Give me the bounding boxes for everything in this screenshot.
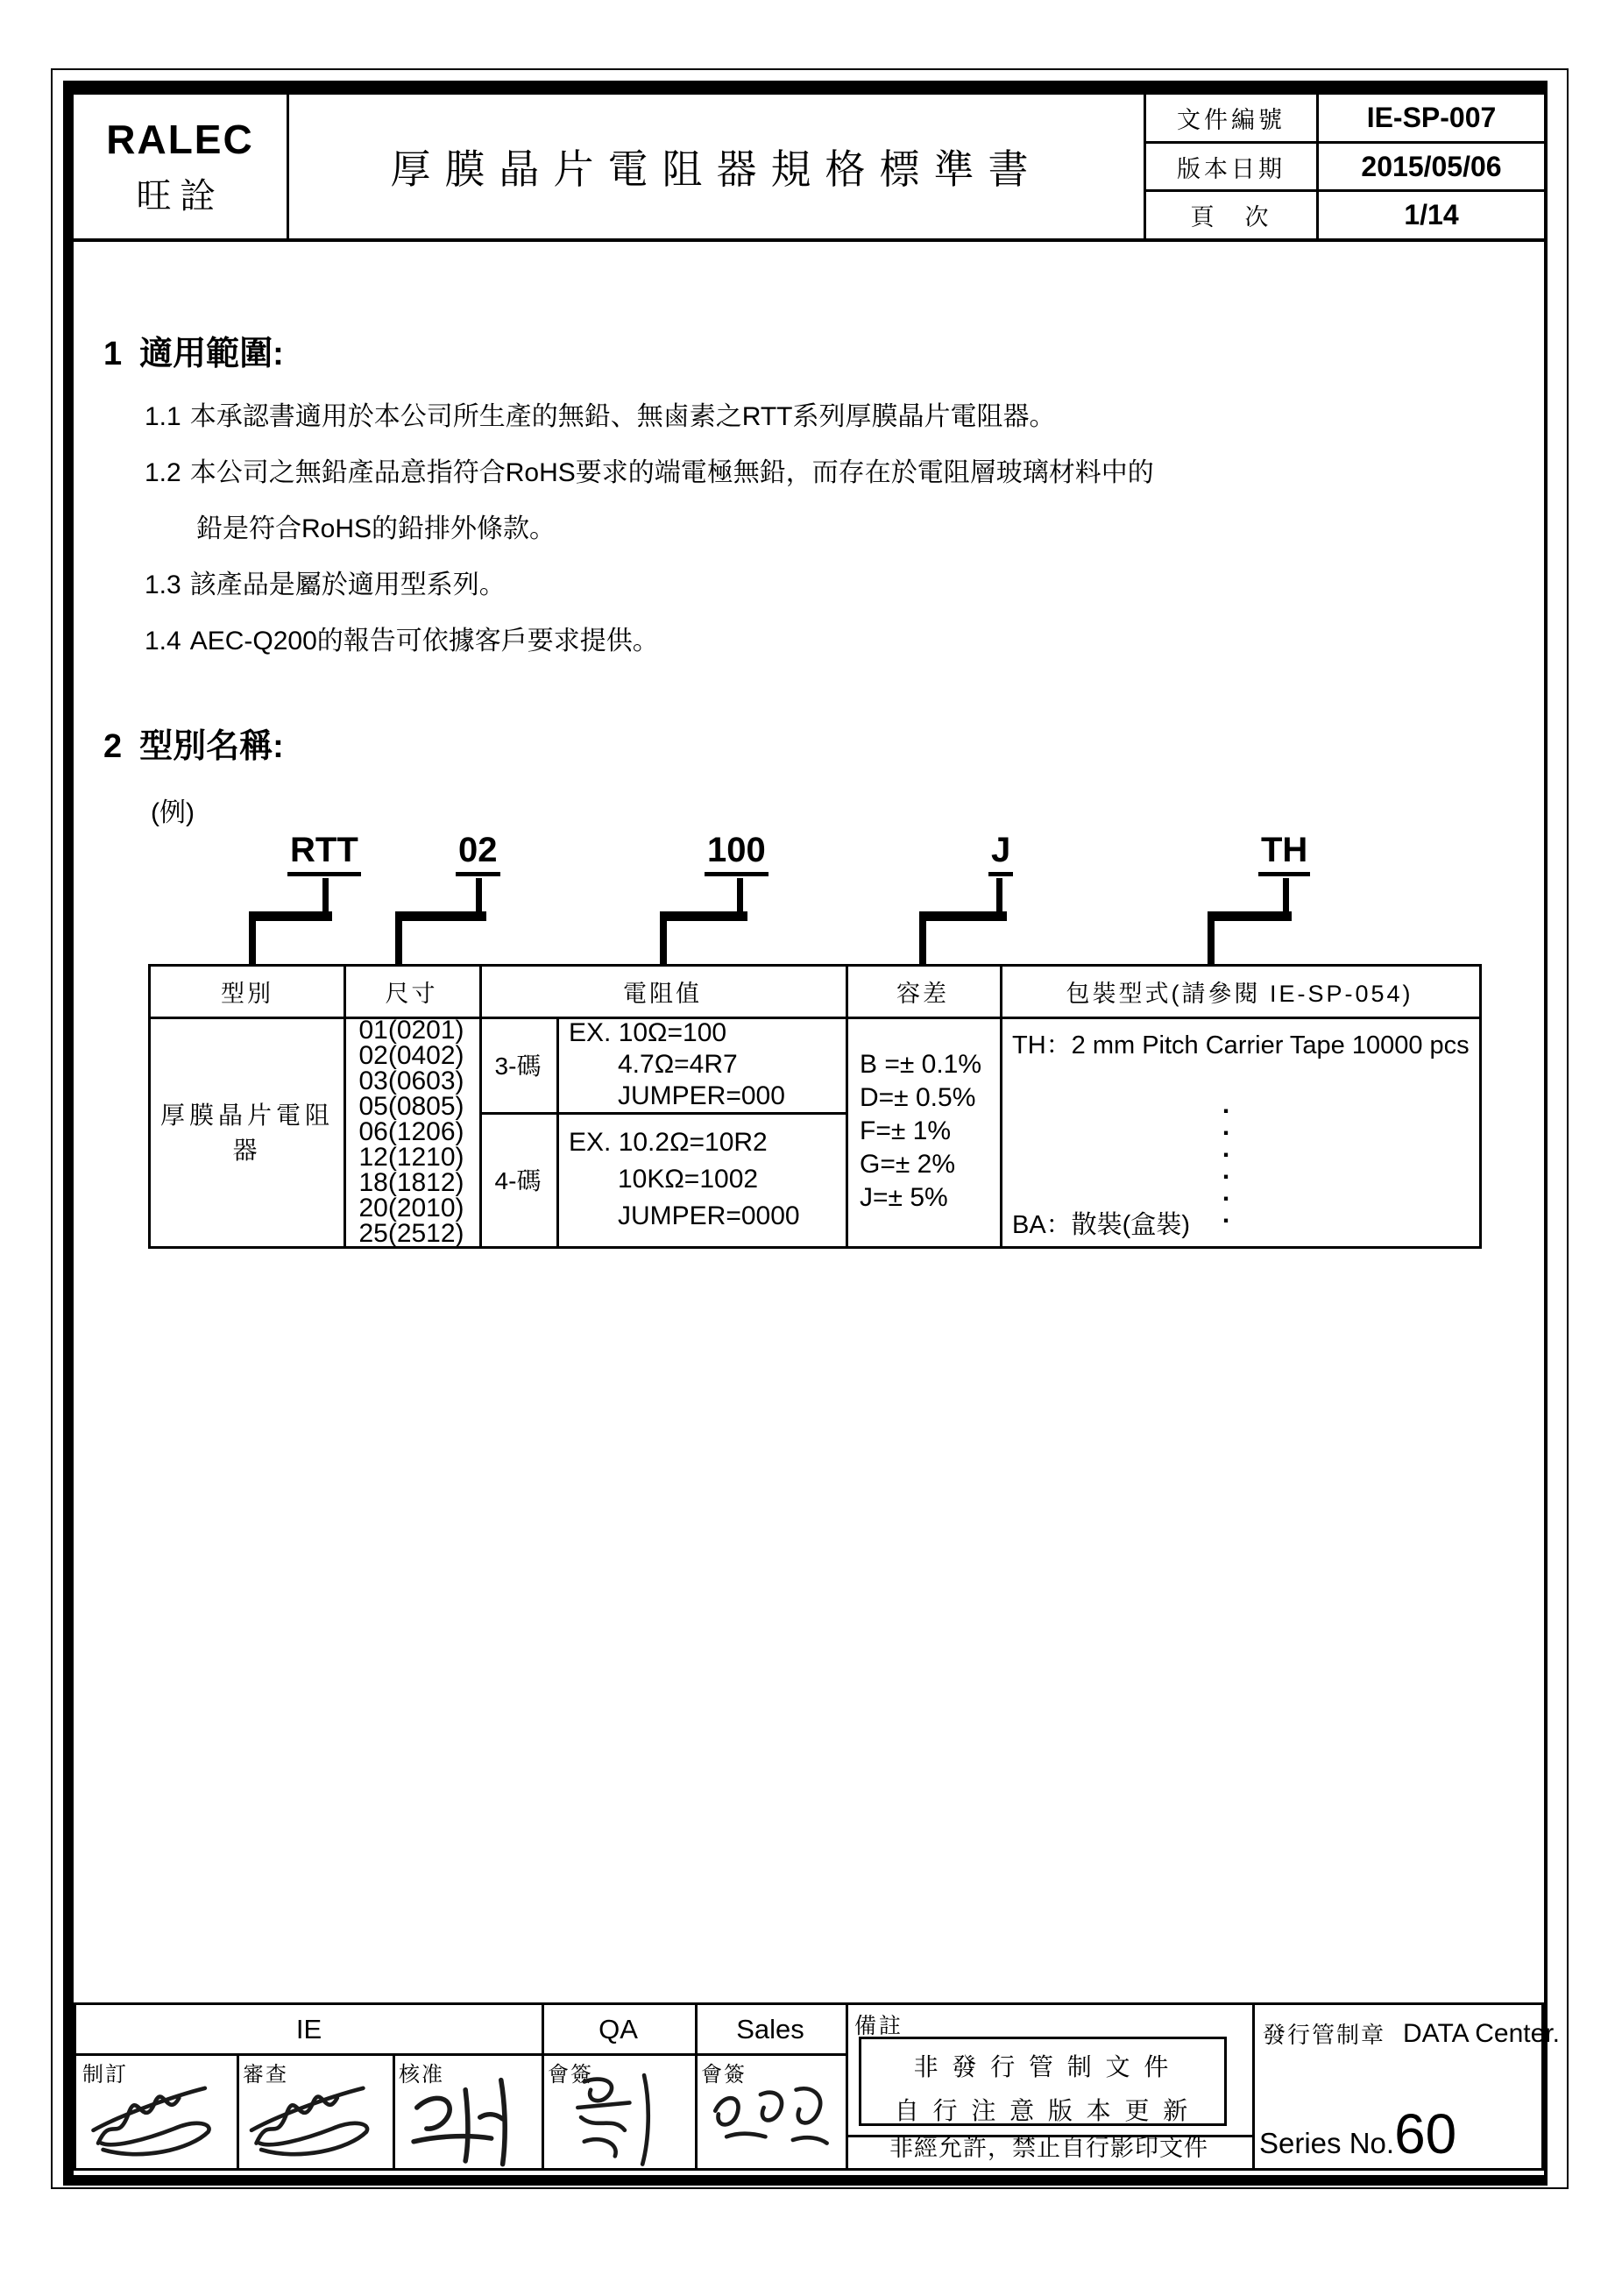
size-item: 01(0201) <box>358 1015 464 1045</box>
connector-line <box>660 920 667 964</box>
clause-1-4 <box>145 619 659 657</box>
tolerance-item: G=± 2% <box>860 1150 956 1179</box>
size-item: 03(0603) <box>358 1066 464 1095</box>
stamp-cell <box>1252 2005 1560 2168</box>
section-1-heading <box>103 326 284 374</box>
doc-date-label: 版本日期 <box>1146 144 1319 190</box>
tolerance-item: D=± 0.5% <box>860 1083 976 1112</box>
signature-cell-approve <box>393 2053 542 2173</box>
clause-1-3-number: 1.3 <box>145 570 181 599</box>
signature-cell-draft <box>76 2053 237 2173</box>
notice-line-1: 非 發 行 管 制 文 件 <box>913 2053 1172 2080</box>
signature-label-review: 審查 <box>243 2063 288 2087</box>
clause-1-2-text-line2: 鉛是符合RoHS的鉛排外條款。 <box>196 514 556 543</box>
company-name-cn: 旺詮 <box>136 176 224 216</box>
doc-date-value: 2015/05/06 <box>1361 150 1502 182</box>
doc-page-value: 1/14 <box>1404 199 1459 231</box>
signature-label-draft: 制訂 <box>82 2063 128 2087</box>
size-item: 02(0402) <box>358 1040 464 1070</box>
document-header-table <box>74 95 1544 242</box>
cell-4digit-examples <box>556 1112 846 1246</box>
col-header-tolerance: 容差 <box>896 981 949 1007</box>
dept-qa: QA <box>599 2013 638 2044</box>
company-name-en: RALEC <box>106 116 254 162</box>
connector-line <box>1208 920 1215 964</box>
section-1-number: 1 <box>103 336 123 372</box>
connector-line <box>395 911 486 921</box>
cell-packaging <box>1000 1017 1479 1246</box>
doc-number-row <box>1146 95 1544 144</box>
remark-cell <box>846 2005 1252 2168</box>
col-header-size: 尺寸 <box>385 981 438 1007</box>
company-logo <box>74 95 289 238</box>
size-item: 20(2010) <box>358 1193 464 1222</box>
size-item: 05(0805) <box>358 1091 464 1121</box>
connector-line <box>395 920 402 964</box>
remark-label: 備註 <box>854 2014 904 2038</box>
doc-date-row <box>1146 144 1544 193</box>
packaging-ellipsis: . . . . . . <box>1222 1090 1230 1229</box>
cell-4digit-label: 4-碼 <box>494 1166 542 1194</box>
dept-ie: IE <box>295 2013 322 2044</box>
packaging-option-ba: BA：散裝(盒裝) <box>1012 1211 1191 1239</box>
signature-approve <box>393 2066 542 2171</box>
section-2-title: 型別名稱: <box>139 728 284 765</box>
clause-1-1-number: 1.1 <box>145 402 181 431</box>
size-item: 25(2512) <box>358 1218 464 1248</box>
clause-1-4-number: 1.4 <box>145 627 181 655</box>
col-header-type: 型別 <box>221 981 273 1007</box>
document-info-fields <box>1146 95 1544 238</box>
resistance-example: JUMPER=0000 <box>618 1201 800 1230</box>
signature-label-countersign-sales: 會簽 <box>701 2063 747 2087</box>
example-label: (例) <box>151 798 195 827</box>
signature-review <box>237 2066 393 2171</box>
clause-1-4-text: AEC-Q200的報告可依據客戶要求提供。 <box>189 627 659 655</box>
signature-label-countersign-qa: 會簽 <box>548 2063 593 2087</box>
section-1-title: 適用範圍: <box>139 336 284 372</box>
doc-page-row <box>1146 192 1544 238</box>
resistance-example: JUMPER=000 <box>618 1081 785 1110</box>
tolerance-item: B =± 0.1% <box>860 1050 982 1079</box>
clause-1-3 <box>145 563 506 601</box>
part-code-size: 02 <box>456 831 500 876</box>
col-header-packaging: 包裝型式(請參閱 IE-SP-054) <box>1066 981 1413 1007</box>
part-code-packaging: TH <box>1258 831 1310 876</box>
clause-1-2-continued <box>196 507 556 545</box>
resistance-example: 10KΩ=1002 <box>618 1164 759 1194</box>
approval-footer-table <box>74 2002 1560 2171</box>
signature-cell-countersign-qa <box>542 2053 695 2173</box>
clause-1-2-number: 1.2 <box>145 458 181 487</box>
notice-line-2: 自 行 注 意 版 本 更 新 <box>894 2097 1192 2124</box>
connector-line <box>249 920 256 964</box>
signature-label-approve: 核准 <box>399 2063 444 2087</box>
section-2-heading <box>103 719 284 767</box>
clause-1-1 <box>145 394 1056 433</box>
cell-tolerance-list <box>846 1017 1000 1246</box>
cell-type-name: 厚膜晶片電阻器 <box>159 1102 334 1164</box>
document-title: 厚膜晶片電阻器規格標準書 <box>289 95 1146 238</box>
uncontrolled-copy-notice-box <box>859 2037 1227 2126</box>
part-number-spec-table <box>148 964 1482 1249</box>
part-code-tolerance: J <box>988 831 1013 876</box>
tolerance-item: J=± 5% <box>860 1183 948 1212</box>
resistance-example: EX. 10Ω=100 <box>569 1017 727 1047</box>
connector-line <box>919 920 926 964</box>
series-number <box>1259 2101 1456 2166</box>
signature-cell-countersign-sales <box>695 2053 846 2173</box>
connector-line <box>1208 911 1292 921</box>
series-value: 60 <box>1394 2102 1457 2165</box>
part-code-value: 100 <box>705 831 769 876</box>
doc-number-value: IE-SP-007 <box>1366 101 1497 133</box>
signature-cell-review <box>237 2053 393 2173</box>
packaging-option-th: TH：2 mm Pitch Carrier Tape 10000 pcs <box>1012 1031 1470 1059</box>
signature-countersign-qa <box>542 2066 695 2171</box>
part-code-series: RTT <box>287 831 361 876</box>
size-item: 18(1812) <box>358 1167 464 1197</box>
tolerance-item: F=± 1% <box>860 1116 952 1145</box>
clause-1-3-text: 該產品是屬於適用型系列。 <box>189 570 506 599</box>
col-header-value: 電阻值 <box>623 981 702 1007</box>
dept-sales: Sales <box>736 2013 804 2044</box>
series-label: Series No. <box>1259 2127 1395 2159</box>
connector-line <box>249 911 332 921</box>
signature-draft <box>76 2066 237 2171</box>
doc-page-label: 頁 次 <box>1146 192 1319 238</box>
doc-number-label: 文件編號 <box>1146 95 1319 141</box>
resistance-example: EX. 10.2Ω=10R2 <box>569 1127 768 1157</box>
cell-3digit-examples <box>556 1017 846 1112</box>
clause-1-2-text-line1: 本公司之無鉛產品意指符合RoHS要求的端電極無鉛，而存在於電阻層玻璃材料中的 <box>189 458 1154 487</box>
issue-control-stamp <box>1263 2017 1560 2050</box>
no-copy-notice: 非經允許，禁止自行影印文件 <box>889 2135 1208 2161</box>
stamp-label: 發行管制章 <box>1263 2022 1386 2048</box>
section-2-number: 2 <box>103 728 123 765</box>
clause-1-2 <box>145 450 1154 489</box>
resistance-example: 4.7Ω=4R7 <box>618 1049 738 1079</box>
cell-3digit-label: 3-碼 <box>494 1052 542 1080</box>
size-item: 12(1210) <box>358 1142 464 1172</box>
size-item: 06(1206) <box>358 1116 464 1146</box>
clause-1-1-text: 本承認書適用於本公司所生產的無鉛、無鹵素之RTT系列厚膜晶片電阻器。 <box>189 402 1056 431</box>
signature-countersign-sales <box>695 2066 846 2171</box>
connector-line <box>660 911 747 921</box>
connector-line <box>919 911 1007 921</box>
stamp-text: DATA Center. <box>1403 2018 1560 2048</box>
cell-size-list <box>344 1017 479 1246</box>
